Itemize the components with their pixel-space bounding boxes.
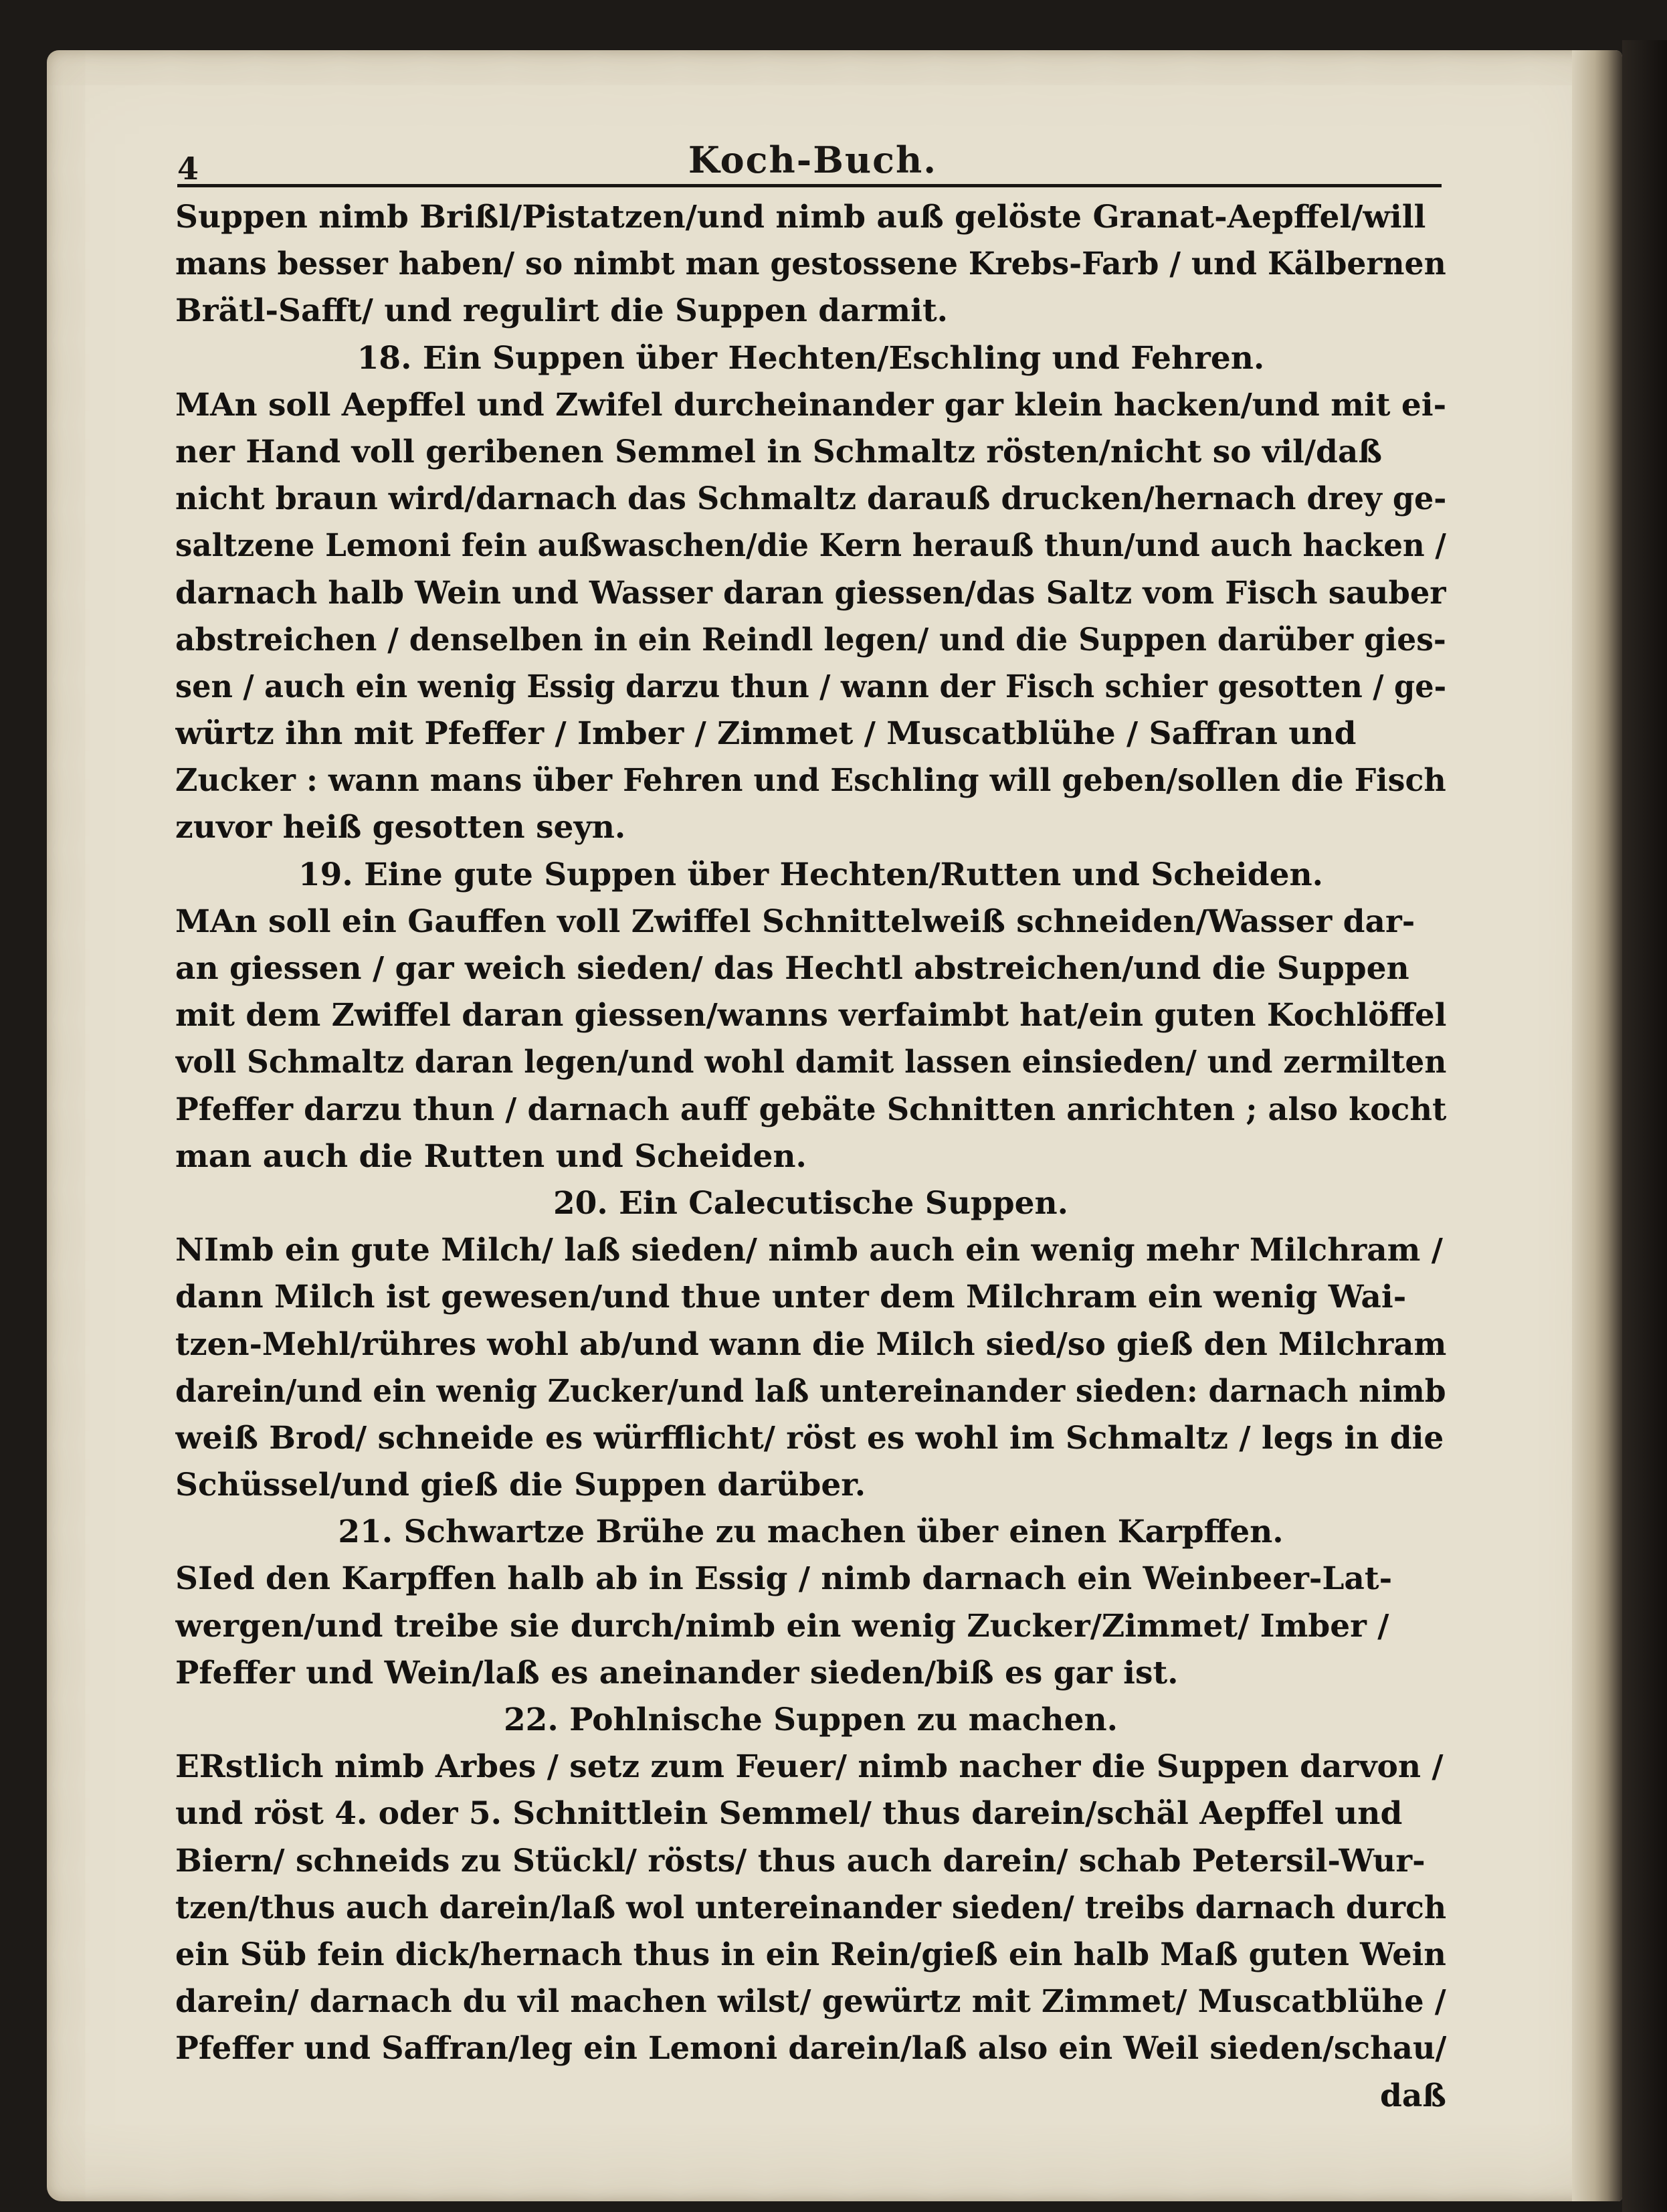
- text-line: mans besser haben/ so nimbt man gestossene Krebs-Farb / und Kälbernen: [175, 246, 1446, 283]
- recipe-heading: 21. Schwartze Brühe zu machen über einen Karpffen.: [338, 1513, 1284, 1551]
- text-line: an giessen / gar weich sieden/ das Hechtl abstreichen/und die Suppen: [175, 950, 1409, 987]
- text-line: MAn soll ein Gauffen voll Zwiffel Schnittelweiß schneiden/Wasser dar-: [175, 903, 1415, 940]
- header-rule: [177, 184, 1442, 187]
- text-line: SIed den Karpffen halb ab in Essig / nimb darnach ein Weinbeer-Lat-: [175, 1560, 1393, 1598]
- text-line: darnach halb Wein und Wasser daran giessen/das Saltz vom Fisch sauber: [175, 574, 1446, 612]
- body-text: [175, 194, 1446, 2120]
- text-line: Pfeffer darzu thun / darnach auff gebäte Schnitten anrichten ; also kocht: [175, 1091, 1446, 1128]
- text-line: tzen-Mehl/rühres wohl ab/und wann die Milch sied/so gieß den Milchram: [175, 1325, 1446, 1363]
- text-line: Zucker : wann mans über Fehren und Eschling will geben/sollen die Fisch: [175, 762, 1446, 800]
- recipe-heading: 19. Eine gute Suppen über Hechten/Rutten und Scheiden.: [298, 856, 1324, 893]
- page-number: 4: [177, 151, 199, 187]
- text-line: tzen/thus auch darein/laß wol untereinander sieden/ treibs darnach durch: [175, 1889, 1446, 1926]
- text-line: man auch die Rutten und Scheiden.: [175, 1137, 807, 1175]
- text-line: weiß Brod/ schneide es würfflicht/ röst es wohl im Schmaltz / legs in die: [175, 1419, 1444, 1457]
- recipe-heading: 20. Ein Calecutische Suppen.: [553, 1184, 1069, 1222]
- text-line: ERstlich nimb Arbes / setz zum Feuer/ nimb nacher die Suppen darvon /: [175, 1748, 1444, 1786]
- text-line: saltzene Lemoni fein außwaschen/die Kern herauß thun/und auch hacken /: [175, 527, 1446, 565]
- text-line: Biern/ schneids zu Stückl/ rösts/ thus auch darein/ schab Petersil-Wur-: [175, 1842, 1426, 1879]
- recipe-heading: 22. Pohlnische Suppen zu machen.: [503, 1701, 1118, 1738]
- running-title: Koch-Buch.: [688, 139, 938, 181]
- text-line: Suppen nimb Brißl/Pistatzen/und nimb auß gelöste Granat-Aepffel/will: [175, 199, 1426, 236]
- text-line: würtz ihn mit Pfeffer / Imber / Zimmet / Muscatblühe / Saffran und: [175, 715, 1357, 753]
- text-line: ner Hand voll geribenen Semmel in Schmaltz rösten/nicht so vil/daß: [175, 433, 1383, 470]
- text-line: Brätl-Safft/ und regulirt die Suppen darmit.: [175, 292, 949, 330]
- text-line: ein Süb fein dick/hernach thus in ein Rein/gieß ein halb Maß guten Wein: [175, 1936, 1446, 1973]
- text-line: darein/und ein wenig Zucker/und laß untereinander sieden: darnach nimb: [175, 1372, 1446, 1410]
- text-line: Schüssel/und gieß die Suppen darüber.: [175, 1467, 866, 1504]
- text-line: MAn soll Aepffel und Zwifel durcheinander gar klein hacken/und mit ei-: [175, 386, 1446, 424]
- page-gutter-shadow: [1572, 50, 1622, 2201]
- text-line: Pfeffer und Saffran/leg ein Lemoni darein/laß also ein Weil sieden/schau/: [175, 2030, 1446, 2067]
- text-line: mit dem Zwiffel daran giessen/wanns verfaimbt hat/ein guten Kochlöffel: [175, 997, 1446, 1034]
- text-line: wergen/und treibe sie durch/nimb ein wenig Zucker/Zimmet/ Imber /: [175, 1607, 1389, 1645]
- text-line: sen / auch ein wenig Essig darzu thun / wann der Fisch schier gesotten / ge-: [175, 668, 1446, 705]
- text-line: dann Milch ist gewesen/und thue unter dem Milchram ein wenig Wai-: [175, 1279, 1407, 1316]
- text-line: darein/ darnach du vil machen wilst/ gewürtz mit Zimmet/ Muscatblühe /: [175, 1983, 1446, 2021]
- text-line: nicht braun wird/darnach das Schmaltz darauß drucken/hernach drey ge-: [175, 480, 1446, 518]
- recipe-heading: 18. Ein Suppen über Hechten/Eschling und Fehren.: [357, 339, 1265, 377]
- text-line: zuvor heiß gesotten seyn.: [175, 809, 626, 846]
- text-line: abstreichen / denselben in ein Reindl legen/ und die Suppen darüber gies-: [175, 621, 1446, 658]
- text-line: NImb ein gute Milch/ laß sieden/ nimb auch ein wenig mehr Milchram /: [175, 1232, 1443, 1269]
- catchword: daß: [1379, 2077, 1446, 2114]
- text-line: Pfeffer und Wein/laß es aneinander sieden/biß es gar ist.: [175, 1654, 1179, 1691]
- facing-page-edge: [1622, 40, 1667, 2212]
- text-line: und röst 4. oder 5. Schnittlein Semmel/ thus darein/schäl Aepffel und: [175, 1795, 1403, 1833]
- text-line: voll Schmaltz daran legen/und wohl damit lassen einsieden/ und zermilten: [175, 1044, 1446, 1081]
- page-header: [177, 137, 1448, 187]
